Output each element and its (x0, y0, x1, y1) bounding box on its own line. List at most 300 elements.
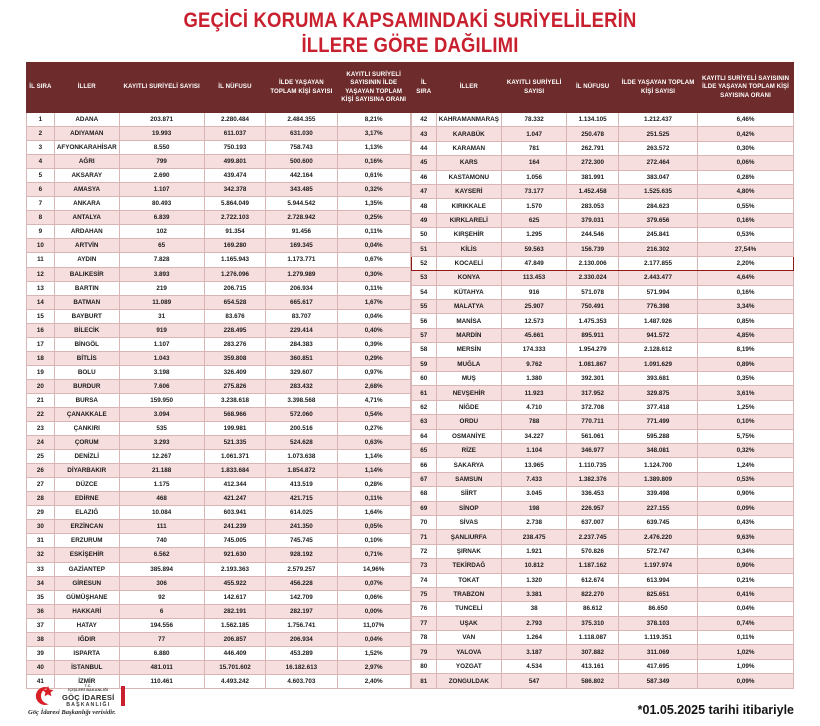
cell-col1: 10 (27, 239, 55, 253)
table-row (27, 323, 411, 337)
cell-col5: 2.728.942 (266, 211, 337, 225)
cell-col1: 73 (411, 559, 436, 573)
cell-col3: 80.493 (119, 197, 204, 211)
cell-col3: 12.267 (119, 450, 204, 464)
table-row (27, 576, 411, 590)
cell-col6: 0,21% (698, 573, 794, 587)
cell-col4: 637.007 (567, 515, 619, 529)
cell-col1: 25 (27, 450, 55, 464)
cell-col2: NEVŞEHİR (436, 386, 501, 400)
cell-col3: 110.461 (119, 674, 204, 688)
table-row (27, 141, 411, 155)
cell-col5: 1.197.974 (618, 559, 697, 573)
cell-col5: 206.934 (266, 632, 337, 646)
table-header-row-right (411, 63, 793, 113)
table-row (411, 415, 793, 429)
cell-col4: 770.711 (567, 415, 619, 429)
table-row (27, 211, 411, 225)
cell-col3: 306 (119, 576, 204, 590)
cell-col3: 11.089 (119, 295, 204, 309)
table-row (411, 113, 793, 127)
cell-col4: 586.802 (567, 674, 619, 689)
table-row (27, 450, 411, 464)
table-row (27, 534, 411, 548)
cell-col1: 67 (411, 472, 436, 486)
cell-col4: 336.453 (567, 487, 619, 501)
cell-col2: MANİSA (436, 314, 501, 328)
cell-col2: KIRIKKALE (436, 199, 501, 213)
cell-col3: 77 (119, 632, 204, 646)
cell-col1: 75 (411, 587, 436, 601)
cell-col5: 2.177.855 (618, 256, 697, 270)
table-row (411, 659, 793, 673)
cell-col1: 44 (411, 141, 436, 155)
table-row (411, 501, 793, 515)
cell-col6: 0,90% (698, 487, 794, 501)
cell-col4: 282.191 (204, 604, 266, 618)
cell-col5: 595.288 (618, 429, 697, 443)
cell-col2: SAKARYA (436, 458, 501, 472)
cell-col2: OSMANİYE (436, 429, 501, 443)
cell-col6: 0,11% (337, 492, 410, 506)
cell-col1: 46 (411, 170, 436, 184)
cell-col6: 0,32% (698, 443, 794, 457)
cell-col1: 22 (27, 407, 55, 421)
cell-col3: 238.475 (501, 530, 566, 544)
cell-col4: 1.061.371 (204, 450, 266, 464)
table-row (411, 487, 793, 501)
cell-col6: 0,11% (337, 225, 410, 239)
cell-col4: 745.005 (204, 534, 266, 548)
cell-col4: 455.922 (204, 576, 266, 590)
cell-col3: 1.295 (501, 228, 566, 242)
cell-col6: 0,04% (698, 602, 794, 616)
cell-col1: 5 (27, 169, 55, 183)
cell-col1: 79 (411, 645, 436, 659)
cell-col6: 8,21% (337, 113, 410, 127)
table-row (411, 184, 793, 198)
table-row (411, 228, 793, 242)
cell-col1: 40 (27, 660, 55, 674)
cell-col2: AFYONKARAHİSAR (54, 141, 119, 155)
cell-col6: 1,09% (698, 659, 794, 673)
cell-col2: SİNOP (436, 501, 501, 515)
cell-col2: KAHRAMANMARAŞ (436, 113, 501, 127)
cell-col5: 1.119.351 (618, 631, 697, 645)
cell-col4: 446.409 (204, 646, 266, 660)
cell-col2: ERZURUM (54, 534, 119, 548)
cell-col5: 251.525 (618, 127, 697, 141)
cell-col4: 199.981 (204, 422, 266, 436)
cell-col4: 413.161 (567, 659, 619, 673)
table-row (27, 239, 411, 253)
column-header-1: İL SIRA (27, 63, 55, 113)
cell-col1: 66 (411, 458, 436, 472)
cell-col5: 442.164 (266, 169, 337, 183)
cell-col6: 0,09% (698, 501, 794, 515)
cell-col6: 0,43% (698, 515, 794, 529)
cell-col4: 346.977 (567, 443, 619, 457)
table-row (411, 156, 793, 170)
provinces-table-right (411, 62, 794, 689)
table-row (27, 422, 411, 436)
table-row (27, 393, 411, 407)
table-row (411, 199, 793, 213)
cell-col3: 6.562 (119, 548, 204, 562)
table-row (27, 295, 411, 309)
cell-col5: 241.350 (266, 520, 337, 534)
cell-col3: 25.907 (501, 300, 566, 314)
tables-container (26, 62, 794, 689)
cell-col2: ANKARA (54, 197, 119, 211)
cell-col6: 11,07% (337, 618, 410, 632)
cell-col5: 283.432 (266, 379, 337, 393)
cell-col4: 307.882 (567, 645, 619, 659)
cell-col3: 481.011 (119, 660, 204, 674)
cell-col2: AĞRI (54, 155, 119, 169)
cell-col1: 58 (411, 343, 436, 357)
cell-col5: 500.600 (266, 155, 337, 169)
cell-col1: 74 (411, 573, 436, 587)
cell-col5: 587.349 (618, 674, 697, 689)
cell-col5: 329.875 (618, 386, 697, 400)
cell-col3: 468 (119, 492, 204, 506)
cell-col5: 613.994 (618, 573, 697, 587)
cell-col4: 2.280.484 (204, 113, 266, 127)
cell-col5: 383.047 (618, 170, 697, 184)
cell-col4: 5.864.049 (204, 197, 266, 211)
cell-col1: 19 (27, 365, 55, 379)
cell-col6: 0,00% (337, 604, 410, 618)
table-row (411, 372, 793, 386)
cell-col4: 1.110.735 (567, 458, 619, 472)
logo-ministry: İÇİŞLERİ BAKANLIĞI (68, 688, 109, 693)
cell-col5: 284.383 (266, 337, 337, 351)
column-header-3: KAYITLI SURİYELİ SAYISI (501, 63, 566, 113)
cell-col1: 59 (411, 357, 436, 371)
cell-col2: SAMSUN (436, 472, 501, 486)
logo-slogan: Göç İdaresi Başkanlığı verisidir. (28, 709, 116, 716)
cell-col6: 1,02% (698, 645, 794, 659)
cell-col1: 11 (27, 253, 55, 267)
cell-col5: 339.498 (618, 487, 697, 501)
cell-col5: 4.603.703 (266, 674, 337, 688)
cell-col2: KIRKLARELİ (436, 213, 501, 227)
cell-col6: 1,25% (698, 400, 794, 414)
table-row (27, 253, 411, 267)
cell-col6: 5,75% (698, 429, 794, 443)
column-header-5: İLDE YAŞAYAN TOPLAM KİŞİ SAYISI (266, 63, 337, 113)
cell-col1: 62 (411, 400, 436, 414)
cell-col5: 378.103 (618, 616, 697, 630)
cell-col5: 1.073.638 (266, 450, 337, 464)
cell-col2: ADANA (54, 113, 119, 127)
table-row (411, 285, 793, 299)
table-row (411, 515, 793, 529)
agency-logo (28, 684, 125, 708)
cell-col4: 568.966 (204, 407, 266, 421)
cell-col4: 86.612 (567, 602, 619, 616)
cell-col6: 0,54% (337, 407, 410, 421)
cell-col2: KIRŞEHİR (436, 228, 501, 242)
cell-col5: 614.025 (266, 506, 337, 520)
cell-col2: KARS (436, 156, 501, 170)
cell-col2: AYDIN (54, 253, 119, 267)
cell-col5: 758.743 (266, 141, 337, 155)
cell-col3: 34.227 (501, 429, 566, 443)
cell-col1: 72 (411, 544, 436, 558)
cell-col3: 2.690 (119, 169, 204, 183)
cell-col5: 2.484.355 (266, 113, 337, 127)
cell-col1: 42 (411, 113, 436, 127)
table-row (411, 213, 793, 227)
cell-col6: 1,35% (337, 197, 410, 211)
cell-col5: 91.456 (266, 225, 337, 239)
cell-col4: 2.330.024 (567, 271, 619, 285)
table-row (27, 632, 411, 646)
cell-col3: 13.965 (501, 458, 566, 472)
cell-col3: 535 (119, 422, 204, 436)
cell-col3: 3.094 (119, 407, 204, 421)
cell-col5: 928.192 (266, 548, 337, 562)
cell-col3: 3.187 (501, 645, 566, 659)
cell-col2: IĞDIR (54, 632, 119, 646)
table-row (411, 242, 793, 256)
cell-col1: 34 (27, 576, 55, 590)
cell-col5: 86.650 (618, 602, 697, 616)
cell-col1: 68 (411, 487, 436, 501)
cell-col6: 1,13% (337, 141, 410, 155)
cell-col3: 1.043 (119, 351, 204, 365)
cell-col5: 1.756.741 (266, 618, 337, 632)
cell-col5: 169.345 (266, 239, 337, 253)
cell-col1: 52 (411, 256, 436, 270)
cell-col2: ORDU (436, 415, 501, 429)
cell-col6: 0,40% (337, 323, 410, 337)
cell-col3: 203.871 (119, 113, 204, 127)
table-row (27, 127, 411, 141)
table-row (27, 464, 411, 478)
cell-col5: 142.709 (266, 590, 337, 604)
cell-col5: 83.707 (266, 309, 337, 323)
cell-col4: 326.409 (204, 365, 266, 379)
cell-col4: 359.808 (204, 351, 266, 365)
table-row (411, 559, 793, 573)
table-row (27, 492, 411, 506)
cell-col1: 65 (411, 443, 436, 457)
cell-col4: 921.630 (204, 548, 266, 562)
table-row (27, 155, 411, 169)
cell-col3: 198 (501, 501, 566, 515)
cell-col2: KASTAMONU (436, 170, 501, 184)
cell-col1: 29 (27, 506, 55, 520)
cell-col6: 4,85% (698, 328, 794, 342)
cell-col2: TUNCELİ (436, 602, 501, 616)
provinces-table-left (26, 62, 411, 689)
cell-col3: 916 (501, 285, 566, 299)
cell-col2: BARTIN (54, 281, 119, 295)
cell-col4: 244.546 (567, 228, 619, 242)
cell-col2: İZMİR (54, 674, 119, 688)
cell-col1: 57 (411, 328, 436, 342)
cell-col6: 4,80% (698, 184, 794, 198)
cell-col6: 0,28% (698, 170, 794, 184)
cell-col5: 284.623 (618, 199, 697, 213)
cell-col2: GAZİANTEP (54, 562, 119, 576)
cell-col2: NİĞDE (436, 400, 501, 414)
cell-col1: 18 (27, 351, 55, 365)
cell-col6: 0,63% (337, 436, 410, 450)
cell-col6: 0,90% (698, 559, 794, 573)
cell-col5: 311.069 (618, 645, 697, 659)
cell-col3: 547 (501, 674, 566, 689)
cell-col5: 825.651 (618, 587, 697, 601)
table-row (411, 127, 793, 141)
table-row (27, 660, 411, 674)
cell-col1: 45 (411, 156, 436, 170)
cell-col3: 781 (501, 141, 566, 155)
cell-col1: 41 (27, 674, 55, 688)
cell-col6: 1,14% (337, 464, 410, 478)
column-header-1: İL SIRA (411, 63, 436, 113)
cell-col1: 48 (411, 199, 436, 213)
cell-col2: MUĞLA (436, 357, 501, 371)
cell-col6: 8,19% (698, 343, 794, 357)
table-row (411, 400, 793, 414)
cell-col5: 379.656 (618, 213, 697, 227)
cell-col5: 343.485 (266, 183, 337, 197)
cell-col4: 570.826 (567, 544, 619, 558)
cell-col1: 39 (27, 646, 55, 660)
cell-col6: 1,52% (337, 646, 410, 660)
cell-col5: 360.851 (266, 351, 337, 365)
cell-col6: 0,28% (337, 478, 410, 492)
cell-col6: 2,68% (337, 379, 410, 393)
cell-col4: 283.053 (567, 199, 619, 213)
cell-col2: KAYSERİ (436, 184, 501, 198)
cell-col3: 102 (119, 225, 204, 239)
cell-col3: 113.453 (501, 271, 566, 285)
cell-col6: 0,30% (337, 267, 410, 281)
cell-col6: 4,71% (337, 393, 410, 407)
cell-col4: 612.674 (567, 573, 619, 587)
cell-col4: 1.954.279 (567, 343, 619, 357)
cell-col1: 3 (27, 141, 55, 155)
table-row-highlighted (411, 256, 793, 270)
cell-col3: 164 (501, 156, 566, 170)
cell-col5: 377.418 (618, 400, 697, 414)
cell-col3: 1.264 (501, 631, 566, 645)
cell-col3: 2.793 (501, 616, 566, 630)
cell-col1: 47 (411, 184, 436, 198)
cell-col4: 1.081.867 (567, 357, 619, 371)
table-row (411, 300, 793, 314)
cell-col4: 317.952 (567, 386, 619, 400)
cell-col4: 2.237.745 (567, 530, 619, 544)
cell-col3: 1.921 (501, 544, 566, 558)
cell-col3: 1.104 (501, 443, 566, 457)
cell-col4: 275.826 (204, 379, 266, 393)
cell-col3: 6 (119, 604, 204, 618)
page-title (0, 0, 820, 58)
cell-col2: KİLİS (436, 242, 501, 256)
cell-col2: MALATYA (436, 300, 501, 314)
cell-col6: 2,20% (698, 256, 794, 270)
cell-col5: 329.607 (266, 365, 337, 379)
cell-col3: 59.563 (501, 242, 566, 256)
cell-col1: 4 (27, 155, 55, 169)
cell-col5: 572.060 (266, 407, 337, 421)
cell-col1: 1 (27, 113, 55, 127)
cell-col2: ÇANAKKALE (54, 407, 119, 421)
cell-col2: BURSA (54, 393, 119, 407)
cell-col6: 0,61% (337, 169, 410, 183)
table-row (411, 343, 793, 357)
cell-col2: KONYA (436, 271, 501, 285)
cell-col2: ANTALYA (54, 211, 119, 225)
cell-col5: 2.128.612 (618, 343, 697, 357)
cell-col4: 2.722.103 (204, 211, 266, 225)
table-row (27, 436, 411, 450)
cell-col2: MARDİN (436, 328, 501, 342)
cell-col6: 0,39% (337, 337, 410, 351)
cell-col4: 272.300 (567, 156, 619, 170)
cell-col3: 1.107 (119, 183, 204, 197)
cell-col4: 1.134.105 (567, 113, 619, 127)
cell-col6: 9,63% (698, 530, 794, 544)
table-row (27, 267, 411, 281)
cell-col3: 6.880 (119, 646, 204, 660)
cell-col3: 1.175 (119, 478, 204, 492)
cell-col4: 228.495 (204, 323, 266, 337)
table-row (27, 478, 411, 492)
cell-col3: 7.606 (119, 379, 204, 393)
cell-col6: 0,05% (337, 520, 410, 534)
column-header-2: İLLER (54, 63, 119, 113)
cell-col3: 38 (501, 602, 566, 616)
cell-col1: 8 (27, 211, 55, 225)
cell-col2: SİİRT (436, 487, 501, 501)
cell-col3: 1.107 (119, 337, 204, 351)
cell-col1: 56 (411, 314, 436, 328)
cell-col3: 47.849 (501, 256, 566, 270)
cell-col1: 81 (411, 674, 436, 689)
cell-col3: 10.812 (501, 559, 566, 573)
cell-col3: 3.293 (119, 436, 204, 450)
cell-col3: 12.573 (501, 314, 566, 328)
cell-col1: 23 (27, 422, 55, 436)
cell-col3: 65 (119, 239, 204, 253)
column-header-3: KAYITLI SURİYELİ SAYISI (119, 63, 204, 113)
cell-col5: 665.617 (266, 295, 337, 309)
cell-col2: AKSARAY (54, 169, 119, 183)
cell-col6: 0,53% (698, 472, 794, 486)
logo-text-block (62, 684, 114, 708)
cell-col1: 60 (411, 372, 436, 386)
cell-col5: 1.173.771 (266, 253, 337, 267)
table-body-right (411, 113, 793, 689)
cell-col4: 91.354 (204, 225, 266, 239)
cell-col5: 2.579.257 (266, 562, 337, 576)
cell-col6: 0,71% (337, 548, 410, 562)
cell-col2: BİLECİK (54, 323, 119, 337)
cell-col4: 381.991 (567, 170, 619, 184)
cell-col6: 1,24% (698, 458, 794, 472)
cell-col4: 156.739 (567, 242, 619, 256)
table-row (27, 548, 411, 562)
logo-accent-bar (121, 686, 125, 706)
table-row (411, 386, 793, 400)
